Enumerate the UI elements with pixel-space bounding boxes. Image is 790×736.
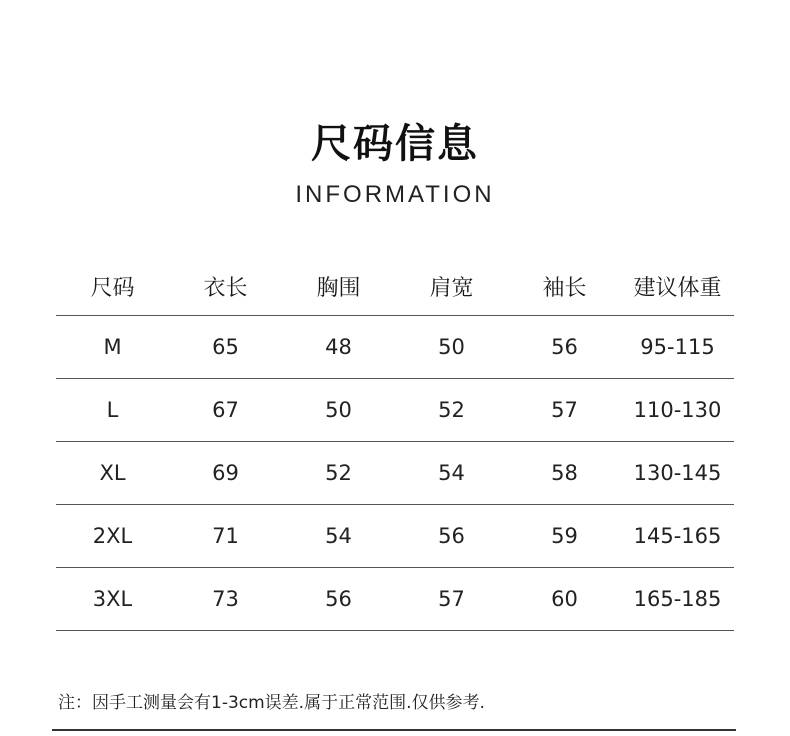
table-header-row xyxy=(56,258,734,316)
cell-shoulder: 50 xyxy=(438,335,465,359)
cell-size: M xyxy=(103,335,122,359)
cell-size: L xyxy=(106,398,119,422)
cell-weight: 95-115 xyxy=(640,335,715,359)
header-cell-weight: 建议体重 xyxy=(633,276,722,301)
cell-sleeve: 60 xyxy=(551,587,578,611)
cell-weight: 145-165 xyxy=(633,524,722,548)
cell-weight: 165-185 xyxy=(633,587,722,611)
cell-size: 3XL xyxy=(92,587,133,611)
cell-length: 71 xyxy=(212,524,239,548)
cell-shoulder: 54 xyxy=(438,461,465,485)
cell-chest: 54 xyxy=(325,524,352,548)
cell-shoulder: 56 xyxy=(438,524,465,548)
cell-length: 69 xyxy=(212,461,239,485)
cell-chest: 48 xyxy=(325,335,352,359)
measurement-note: 注：因手工测量会有1-3cm误差.属于正常范围.仅供参考. xyxy=(58,693,485,713)
cell-length: 65 xyxy=(212,335,239,359)
page-title: 尺码信息 xyxy=(311,121,479,167)
page-subtitle: INFORMATION xyxy=(295,181,495,208)
table-row xyxy=(56,379,734,442)
header-cell-sleeve: 袖长 xyxy=(542,276,587,301)
cell-length: 67 xyxy=(212,398,239,422)
table-row xyxy=(56,568,734,631)
table-row xyxy=(56,442,734,505)
header-cell-size: 尺码 xyxy=(90,276,135,301)
cell-chest: 56 xyxy=(325,587,352,611)
cell-sleeve: 57 xyxy=(551,398,578,422)
cell-chest: 50 xyxy=(325,398,352,422)
header-cell-length: 衣长 xyxy=(203,276,248,301)
table-row xyxy=(56,505,734,568)
cell-shoulder: 57 xyxy=(438,587,465,611)
cell-chest: 52 xyxy=(325,461,352,485)
cell-size: XL xyxy=(99,461,126,485)
cell-shoulder: 52 xyxy=(438,398,465,422)
cell-sleeve: 58 xyxy=(551,461,578,485)
table-row xyxy=(56,316,734,379)
cell-weight: 110-130 xyxy=(633,398,722,422)
cell-sleeve: 59 xyxy=(551,524,578,548)
cell-length: 73 xyxy=(212,587,239,611)
cell-weight: 130-145 xyxy=(633,461,722,485)
cell-size: 2XL xyxy=(92,524,133,548)
cell-sleeve: 56 xyxy=(551,335,578,359)
size-table xyxy=(56,258,734,631)
header-cell-chest: 胸围 xyxy=(316,276,361,301)
header-cell-shoulder: 肩宽 xyxy=(429,276,474,301)
bottom-divider xyxy=(52,729,736,731)
